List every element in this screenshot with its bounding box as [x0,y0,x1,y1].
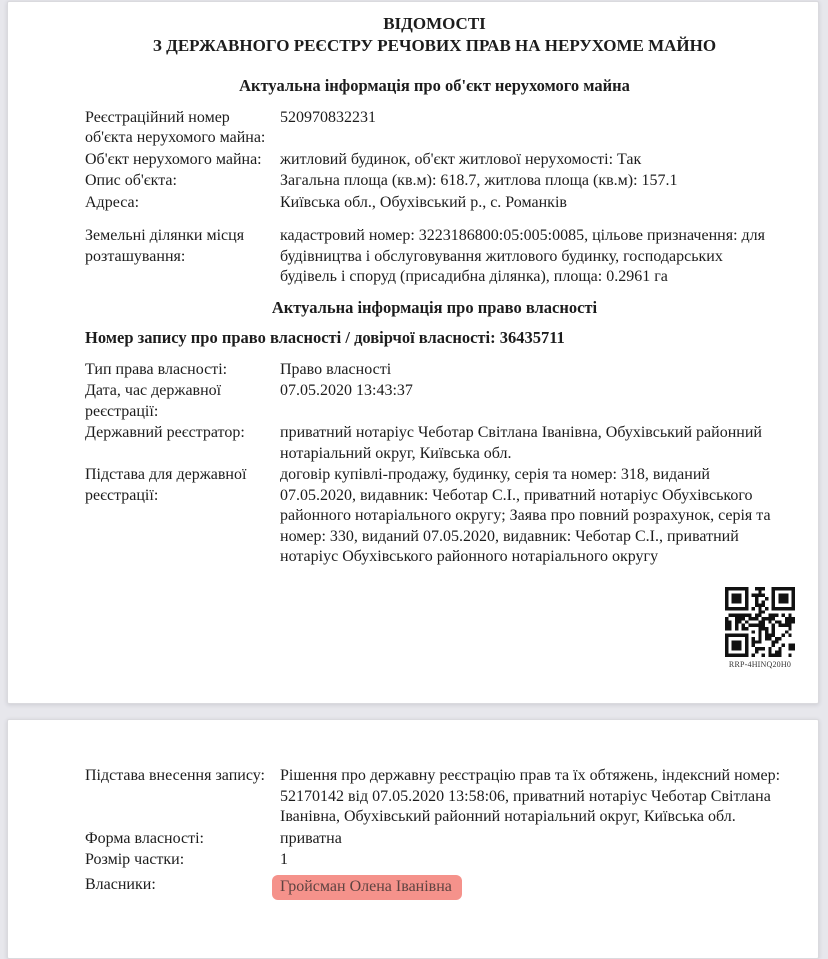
ownership-info-rows [85,360,784,568]
field-label: Реєстраційний номер об'єкта нерухомого майна: [85,108,266,146]
field-row-ownership-type [85,360,784,381]
registry-page-1 [7,1,819,704]
field-value: приватна [280,829,342,847]
registry-page-2 [7,719,819,959]
field-row-land-plots [85,226,784,288]
field-label: Земельні ділянки місця розташування: [85,227,245,265]
owner-name-highlight: Гройсман Олена Іванівна [272,875,462,901]
field-row-registration-basis [85,465,784,568]
field-label: Державний реєстратор: [85,424,245,441]
document-title-line1: ВІДОМОСТІ [383,14,486,33]
document-title [85,13,784,57]
field-row-registration-datetime [85,381,784,422]
field-value: Київська обл., Обухівський р., с. Романків [280,193,567,211]
field-label: Підстава внесення запису: [85,767,265,784]
field-label: Розмір частки: [85,851,185,868]
field-row-state-registrar [85,423,784,464]
field-value: Загальна площа (кв.м): 618.7, житлова площа (кв.м): 157.1 [280,172,678,189]
field-label: Дата, час державної реєстрації: [85,382,222,420]
field-value: Рішення про державну реєстрацію прав та їх обтяжень, індексний номер: 52170142 від 07.05.2020 13:58:06, приватний нотаріус Чеботар Світлана Іванівна, Обухівський районний нотаріальний округ, Київська обл. [280,767,781,825]
section-heading-ownership-info: Актуальна інформація про право власності [271,297,598,317]
field-value: приватний нотаріус Чеботар Світлана Іванівна, Обухівський районний нотаріальний округ, Київська обл. [280,424,762,462]
field-row-owners [85,875,784,901]
field-label: Об'єкт нерухомого майна: [85,150,262,168]
section-heading-object-info: Актуальна інформація про об'єкт нерухомого майна [239,76,630,95]
field-value: житловий будинок, об'єкт житлової нерухомості: Так [280,150,642,168]
document-title-line2: З ДЕРЖАВНОГО РЕЄСТРУ РЕЧОВИХ ПРАВ НА НЕРУХОМЕ МАЙНО [152,36,717,55]
field-value: договір купівлі-продажу, будинку, серія та номер: 318, виданий 07.05.2020, видавник: Чеботар С.І., приватний нотаріус Обухівського районного нотаріального округу; Заява про повний розрахунок, серія та номер: 330, виданий 07.05.2020, видавник: Чеботар С.І., приватний нотаріус Обухівського районного нотаріального округу [280,466,771,565]
field-label: Опис об'єкта: [85,172,177,189]
page2-rows [85,766,784,900]
field-value: кадастровий номер: 3223186800:05:005:0085, цільове призначення: для будівництва і обслуговування житлового будинку, господарських будівель і споруд (присадибна ділянка), площа: 0.2961 га [280,227,765,285]
field-label: Адреса: [85,193,140,211]
field-value: 520970832231 [280,108,376,126]
field-row-object-type [85,150,784,171]
qr-block [718,587,802,670]
field-label: Підстава для державної реєстрації: [85,466,247,504]
field-row-registration-number [85,108,784,149]
field-row-share-size [85,850,784,871]
field-row-address [85,193,784,214]
qr-code-icon [725,587,795,657]
object-info-rows [85,108,784,288]
field-row-ownership-form [85,829,784,850]
qr-code-label: RRP-4HINQ20H0 [728,659,792,669]
ownership-record-number-line: Номер запису про право власності / довірчої власності: 36435711 [85,328,565,347]
field-value: 1 [280,851,288,868]
field-label: Тип права власності: [85,360,228,378]
field-value: 07.05.2020 13:43:37 [280,382,413,399]
field-value: Право власності [280,360,392,378]
field-row-record-entry-basis [85,766,784,828]
field-label: Форма власності: [85,829,204,847]
field-row-object-description [85,171,784,192]
field-value [280,875,782,901]
field-label: Власники: [85,875,156,893]
